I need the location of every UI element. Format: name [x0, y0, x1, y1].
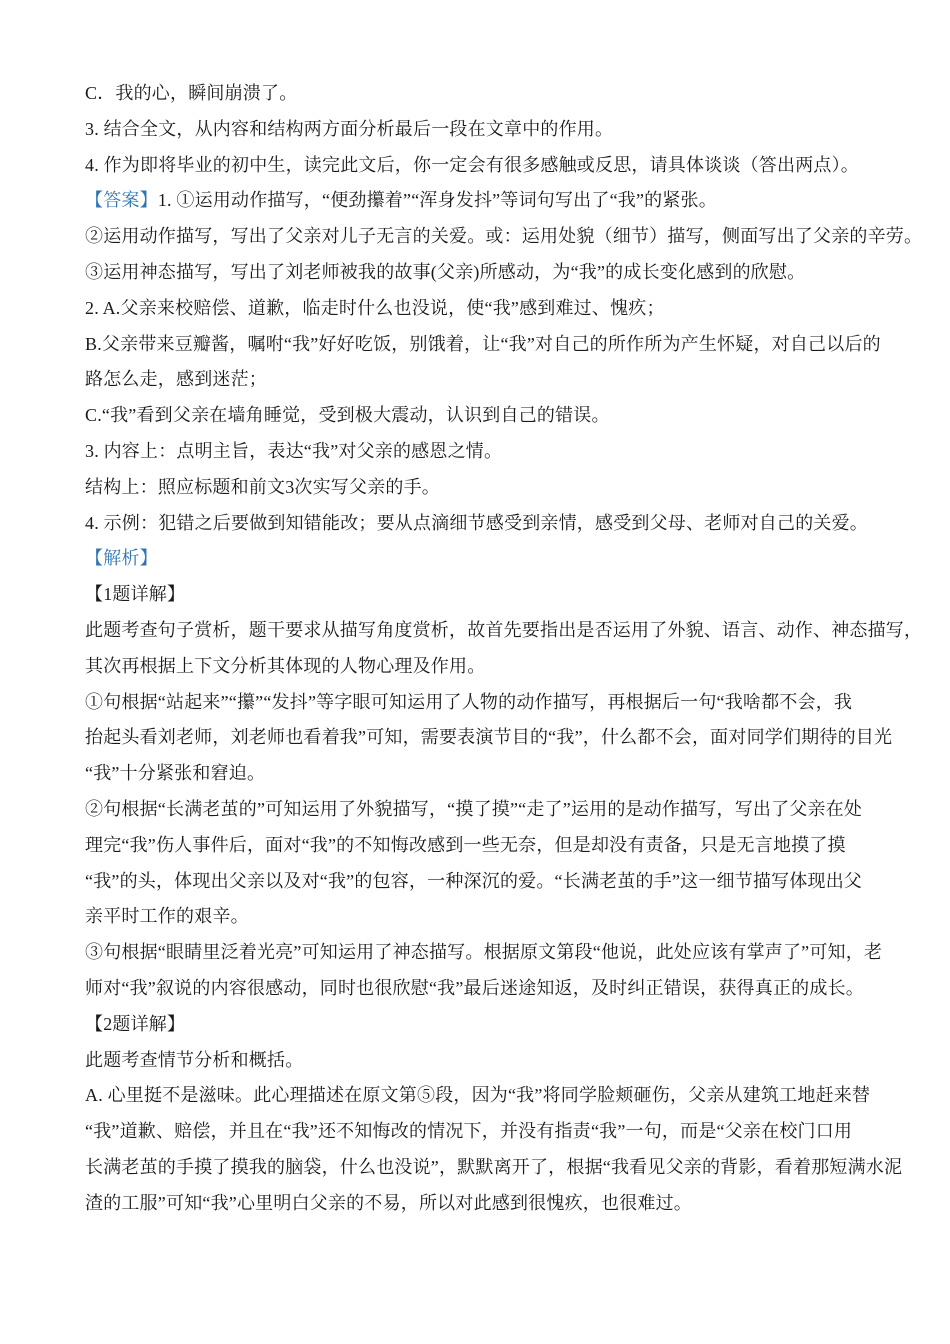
line-text: A. 心里挺不是滋味。此心理描述在原文第⑤段，因为“我”将同学脸颊砸伤，父亲从建筑工地赶来替	[85, 1085, 871, 1106]
line-text: ③句根据“眼睛里泛着光亮”可知运用了神态描写。根据原文第段“他说，此处应该有掌声了”可知，老	[85, 942, 883, 963]
document-line	[85, 362, 910, 398]
analysis-label: 【解析】	[85, 548, 158, 569]
line-text: ②句根据“长满老茧的”可知运用了外貌描写，“摸了摸”“走了”运用的是动作描写，写出了父亲在处	[85, 798, 863, 819]
document-line	[85, 506, 910, 542]
document-line	[85, 434, 910, 470]
line-text: “我”道歉、赔偿，并且在“我”还不知悔改的情况下，并没有指责“我”一句，而是“父亲在校门口用	[85, 1121, 853, 1142]
line-text: 4. 作为即将毕业的初中生，读完此文后，你一定会有很多感触或反思，请具体谈谈（答出两点）。	[85, 154, 859, 175]
document-line	[85, 1078, 910, 1114]
line-text: 【2题详解】	[85, 1013, 186, 1034]
line-text: 路怎么走，感到迷茫；	[85, 369, 267, 390]
document-line	[85, 756, 910, 792]
document-line	[85, 577, 910, 613]
document-line	[85, 541, 910, 577]
document-line	[85, 1007, 910, 1043]
document-line	[85, 613, 923, 649]
line-text: 【1题详解】	[85, 584, 186, 605]
document-line	[85, 899, 910, 935]
line-text: 其次再根据上下文分析其体现的人物心理及作用。	[85, 655, 486, 676]
line-text: 2. A.父亲来校赔偿、道歉，临走时什么也没说，使“我”感到难过、愧疚；	[85, 297, 665, 318]
line-text: “我”的头，体现出父亲以及对“我”的包容，一种深沉的爱。“长满老茧的手”这一细节描写体现出父	[85, 870, 863, 891]
document-line	[85, 1043, 910, 1079]
line-text: 长满老茧的手摸了摸我的脑袋，什么也没说”，默默离开了，根据“我看见父亲的背影，看着那短满水泥	[85, 1156, 903, 1177]
document-line	[85, 112, 910, 148]
line-text: 此题考查句子赏析，题干要求从描写角度赏析，故首先要指出是否运用了外貌、语言、动作、神态描写，	[85, 619, 923, 640]
document-line	[85, 327, 910, 363]
document-line	[85, 649, 910, 685]
line-text: 结构上：照应标题和前文3次实写父亲的手。	[85, 476, 440, 497]
document-line	[85, 935, 910, 971]
document-line	[85, 148, 910, 184]
line-text: 3. 结合全文，从内容和结构两方面分析最后一段在文章中的作用。	[85, 118, 614, 139]
line-text: 抬起头看刘老师，刘老师也看着我”可知，需要表演节目的“我”，什么都不会，面对同学们期待的目光	[85, 727, 893, 748]
document-line	[85, 470, 910, 506]
line-text: ③运用神态描写，写出了刘老师被我的故事(父亲)所感动，为“我”的成长变化感到的欣慰。	[85, 261, 806, 282]
line-text: C.“我”看到父亲在墙角睡觉，受到极大震动，认识到自己的错误。	[85, 405, 610, 426]
answer-label: 【答案】	[85, 190, 158, 211]
document-line	[85, 219, 923, 255]
document-line	[85, 76, 910, 112]
document-line	[85, 685, 910, 721]
document-line	[85, 183, 910, 219]
line-text: ②运用动作描写，写出了父亲对儿子无言的关爱。或：运用处貌（细节）描写，侧面写出了父亲的辛劳。	[85, 226, 923, 247]
document-line	[85, 828, 910, 864]
line-text: 3. 内容上：点明主旨，表达“我”对父亲的感恩之情。	[85, 440, 503, 461]
line-text: B.父亲带来豆瓣酱，嘱咐“我”好好吃饭，别饿着，让“我”对自己的所作所为产生怀疑，对自己以后的	[85, 333, 881, 354]
document-line	[85, 720, 910, 756]
document-line	[85, 1150, 910, 1186]
line-text: 1. ①运用动作描写，“便劲攥着”“浑身发抖”等词句写出了“我”的紧张。	[157, 190, 717, 211]
document-line	[85, 1186, 910, 1222]
line-text: 理完“我”伤人事件后，面对“我”的不知悔改感到一些无奈，但是却没有责备，只是无言地摸了摸	[85, 834, 846, 855]
document-line	[85, 864, 910, 900]
document-line	[85, 291, 910, 327]
line-text: ①句根据“站起来”“攥”“发抖”等字眼可知运用了人物的动作描写，再根据后一句“我啥都不会，我	[85, 691, 853, 712]
line-text: C．我的心，瞬间崩溃了。	[85, 83, 298, 103]
document-line	[85, 255, 910, 291]
line-text: “我”十分紧张和窘迫。	[85, 763, 266, 784]
document-line	[85, 1114, 910, 1150]
line-text: 渣的工服”可知“我”心里明白父亲的不易，所以对此感到很愧疚，也很难过。	[85, 1192, 692, 1213]
line-text: 此题考查情节分析和概括。	[85, 1049, 304, 1070]
line-text: 亲平时工作的艰辛。	[85, 906, 249, 927]
document-line	[85, 398, 910, 434]
line-text: 4. 示例：犯错之后要做到知错能改；要从点滴细节感受到亲情，感受到父母、老师对自己的关爱。	[85, 512, 868, 533]
line-text: 师对“我”叙说的内容很感动，同时也很欣慰“我”最后迷途知返，及时纠正错误，获得真正的成长。	[85, 977, 864, 998]
document-line	[85, 792, 910, 828]
document-line	[85, 971, 910, 1007]
